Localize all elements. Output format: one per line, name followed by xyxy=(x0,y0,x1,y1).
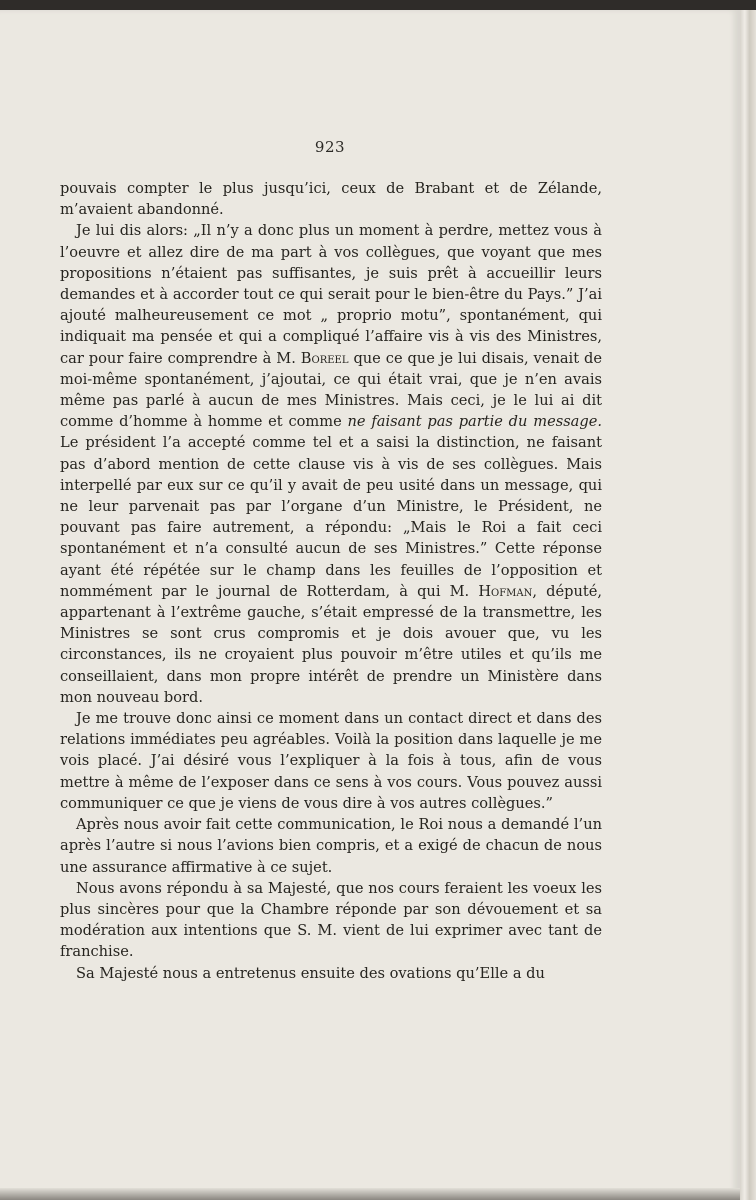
text-segment: Le président l’a accepté comme tel et a saisi la distinction, ne faisant pas d’abord mention de cette clause vis à vis de ses collègues. Mais interpellé par eux sur ce qu’il y avait de peu usité dans un message, qui ne leur parvenait pas par l’organe d’un Ministre, le Président, ne pouvant pas faire autrement, a répondu: „Mais le Roi a fait ceci spontanément et n’a consulté aucun de ses Ministres.” Cette réponse ayant été répétée sur le champ dans les feuilles de l’opposition et nommément par le journal de Rotterdam, à qui M. xyxy=(60,434,602,600)
paragraph xyxy=(60,220,602,708)
page-number: 923 xyxy=(314,138,346,156)
person-name: Boreel xyxy=(300,349,349,367)
text-segment: , député, appartenant à l’extrême gauche, s’était empressé de la transmettre, les Ministres se sont crus compromis et je dois avouer que, vu les circonstances, ils ne croyaient plus pouvoir m’être utiles et qu’ils me conseillaient, dans mon propre intérêt de prendre un Ministère dans mon nouveau bord. xyxy=(60,582,602,706)
scan-top-border xyxy=(0,0,756,10)
body-text xyxy=(60,178,602,984)
text-segment: pouvais compter le plus jusqu’ici, ceux de Brabant et de Zélande, m’avaient abandonné. xyxy=(60,180,602,219)
text-segment: Nous avons répondu à sa Majesté, que nos cours feraient les voeux les plus sincères pour que la Chambre réponde par son dévouement et sa modération aux intentions que S. M. vient de lui exprimer avec tant de franchise. xyxy=(60,879,602,961)
text-segment: Après nous avoir fait cette communication, le Roi nous a demandé l’un après l’autre si nous l’avions bien compris, et a exigé de chacun de nous une assurance affirmative à ce sujet. xyxy=(60,816,602,876)
text-segment: Sa Majesté nous a entretenus ensuite des ovations qu’Elle a du xyxy=(76,964,545,982)
text-segment: que ce que je lui disais, venait de moi-même spontanément, j’ajoutai, ce qui était vrai, que je n’en avais même pas parlé à aucun de mes Ministres. Mais ceci, je le lui ai dit comme d’homme à homme et comme xyxy=(60,349,602,431)
paragraph xyxy=(60,878,602,963)
paragraph xyxy=(60,708,602,814)
book-page xyxy=(0,10,740,1200)
emphasis-text: ne faisant pas partie du message. xyxy=(347,413,602,431)
text-segment: Je me trouve donc ainsi ce moment dans un contact direct et dans des relations immédiates peu agréables. Voilà la position dans laquelle je me vois placé. J’ai désiré vous l’expliquer à la fois à tous, afin de vous mettre à même de l’exposer dans ce sens à vos cours. Vous pouvez aussi communiquer ce que je viens de vous dire à vos autres collègues.” xyxy=(60,710,602,812)
paragraph xyxy=(60,963,602,984)
page-edge xyxy=(740,10,756,1200)
person-name: Hofman xyxy=(478,582,533,600)
paragraph xyxy=(60,178,602,220)
scan-bottom-border xyxy=(0,1188,740,1200)
text-segment: Je lui dis alors: „Il n’y a donc plus un moment à perdre, mettez vous à l’oeuvre et allez dire de ma part à vos collègues, que voyant que mes propositions n’étaient pas suffisantes, je suis prêt à accueillir leurs demandes et à accorder tout ce qui serait pour le bien-être du Pays.” J’ai ajouté malheureusement ce mot „ proprio motu”, spontanément, qui indiquait ma pensée et qui a compliqué l’affaire vis à vis des Ministres, car pour faire comprendre à M. xyxy=(60,222,602,367)
paragraph xyxy=(60,814,602,878)
